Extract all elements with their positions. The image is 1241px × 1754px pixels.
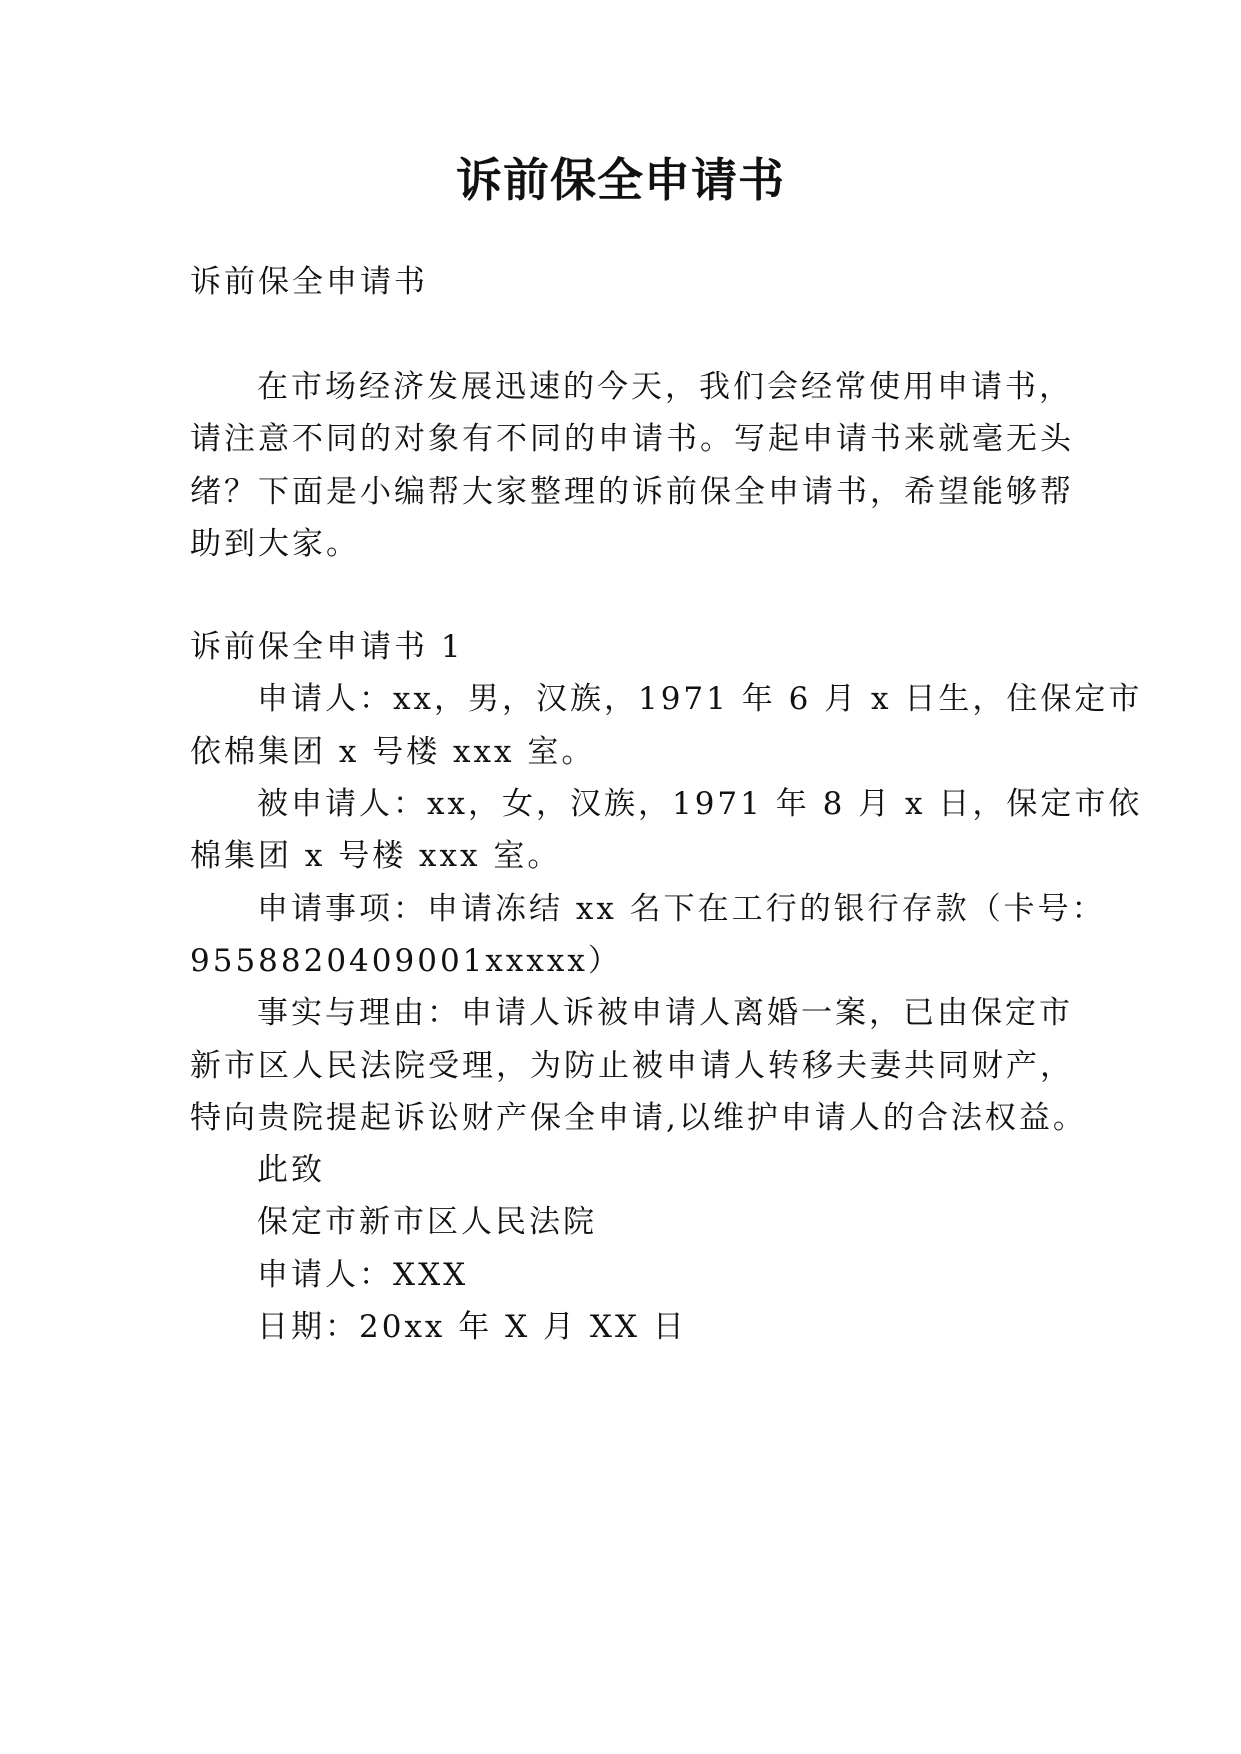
facts-line-3: 特向贵院提起诉讼财产保全申请,以维护申请人的合法权益。: [190, 1100, 1087, 1136]
applicant-line-1: 申请人：xx，男，汉族，1971 年 6 月 x 日生，住保定市: [257, 681, 1143, 717]
court-name: 保定市新市区人民法院: [257, 1204, 597, 1240]
intro-line-4: 助到大家。: [190, 526, 360, 562]
date-line: 日期：20xx 年 X 月 XX 日: [257, 1309, 687, 1345]
request-line-2: 9558820409001xxxxx）: [190, 943, 622, 979]
signature-line: 申请人：XXX: [257, 1257, 469, 1293]
closing-salutation: 此致: [257, 1152, 325, 1188]
respondent-line-1: 被申请人：xx，女，汉族，1971 年 8 月 x 日，保定市依: [257, 786, 1143, 822]
intro-line-2: 请注意不同的对象有不同的申请书。写起申请书来就毫无头: [190, 421, 1074, 457]
intro-line-1: 在市场经济发展迅速的今天，我们会经常使用申请书，: [257, 369, 1073, 405]
facts-line-2: 新市区人民法院受理，为防止被申请人转移夫妻共同财产，: [190, 1048, 1074, 1084]
section-heading: 诉前保全申请书 1: [190, 629, 464, 665]
document-subtitle: 诉前保全申请书: [190, 264, 428, 300]
request-line-1: 申请事项：申请冻结 xx 名下在工行的银行存款（卡号：: [257, 891, 1106, 927]
document-title: 诉前保全申请书: [456, 153, 785, 207]
respondent-line-2: 棉集团 x 号楼 xxx 室。: [190, 838, 562, 874]
intro-line-3: 绪？下面是小编帮大家整理的诉前保全申请书，希望能够帮: [190, 474, 1074, 510]
applicant-line-2: 依棉集团 x 号楼 xxx 室。: [190, 734, 596, 770]
facts-line-1: 事实与理由：申请人诉被申请人离婚一案，已由保定市: [257, 995, 1073, 1031]
